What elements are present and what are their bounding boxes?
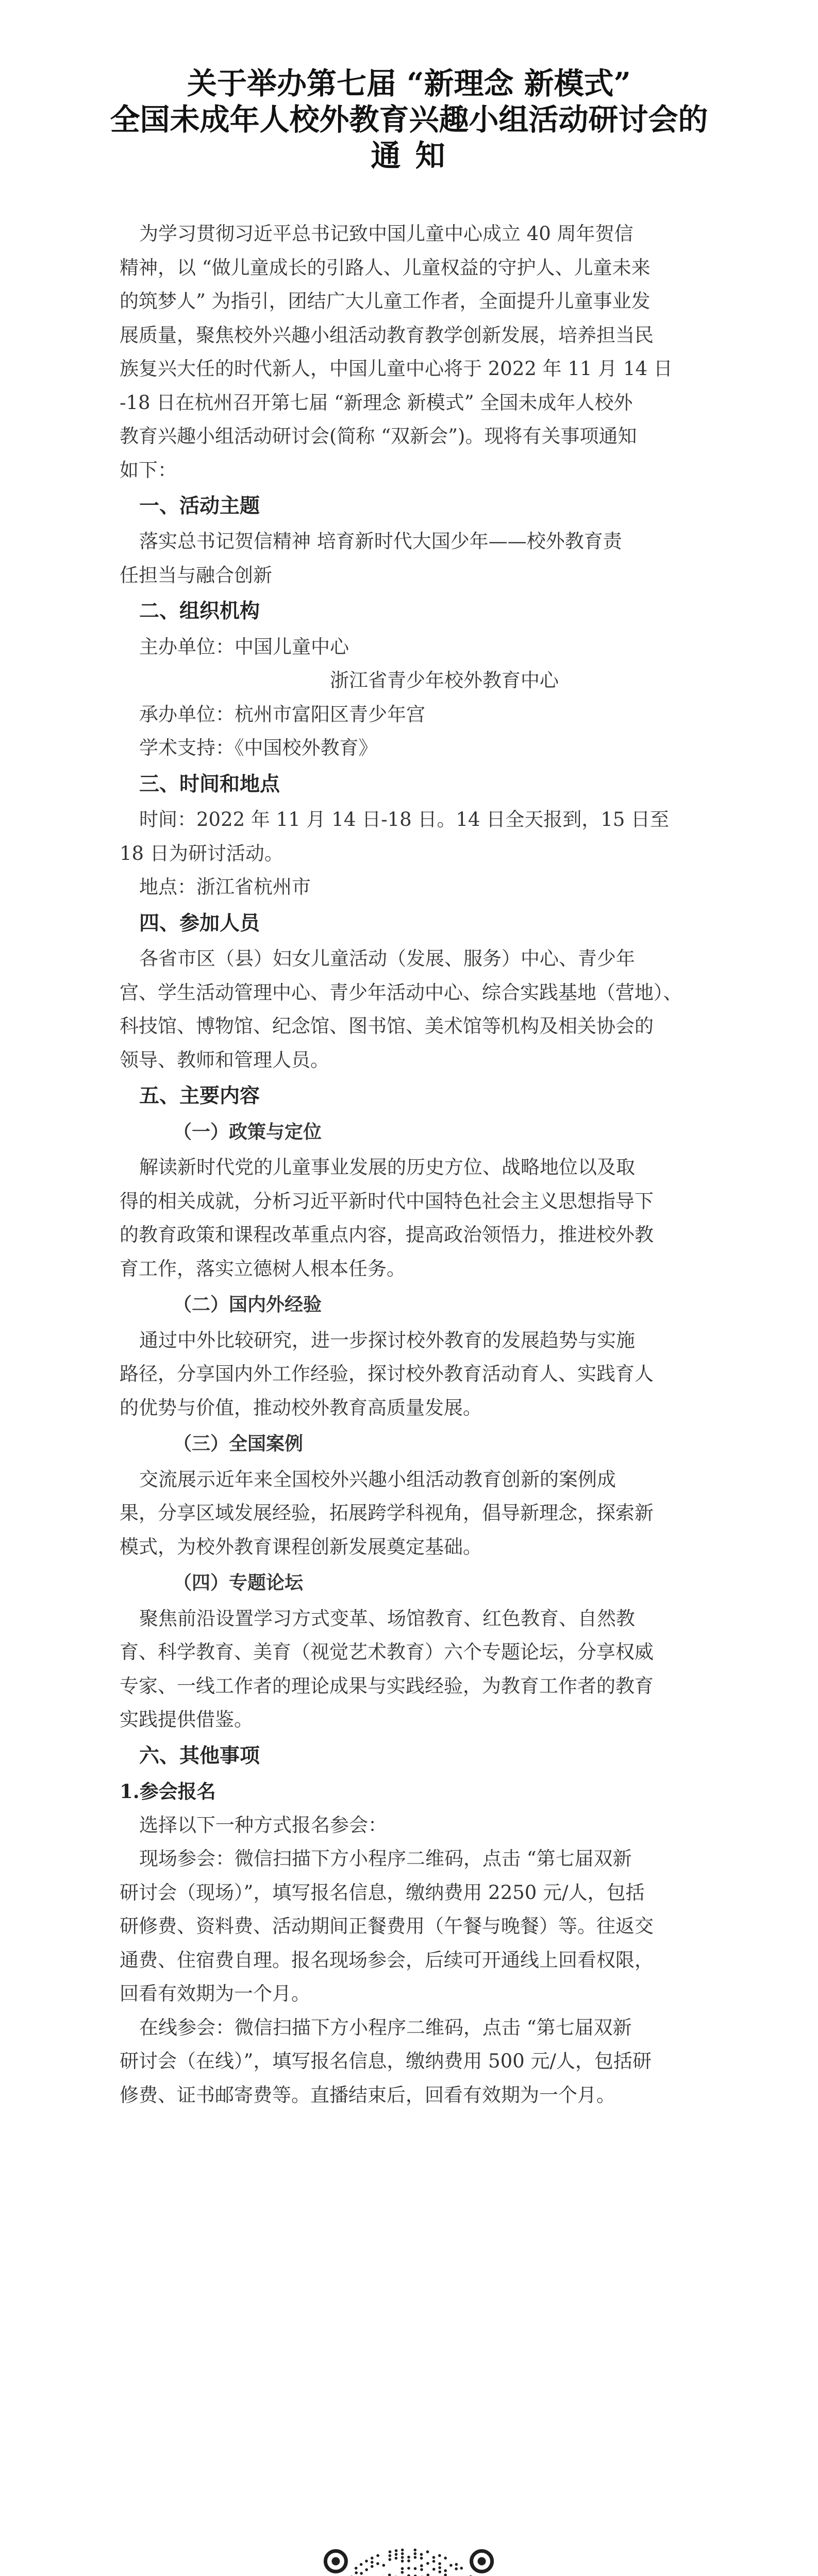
title-line-1: 关于举办第七届 “新理念 新模式” <box>187 66 631 101</box>
academic-line: 学术支持：《中国校外教育》 <box>139 737 378 759</box>
online-line: 修费、证书邮寄费等。直播结束后，回看有效期为一个月。 <box>120 2084 615 2106</box>
intro-line: 教育兴趣小组活动研讨会(简称 “双新会”)。现将有关事项通知 <box>120 425 637 447</box>
undertake-line: 承办单位：杭州市富阳区青少年宫 <box>139 703 425 725</box>
forum-line: 育、科学教育、美育（视觉艺术教育）六个专题论坛，分享权威 <box>120 1641 654 1663</box>
title-line-3: 通 知 <box>371 138 447 173</box>
subheading-forum: （四）专题论坛 <box>173 1572 304 1594</box>
participants-line: 领导、教师和管理人员。 <box>120 1049 329 1071</box>
forum-line: 聚焦前沿设置学习方式变革、场馆教育、红色教育、自然教 <box>139 1607 635 1630</box>
onsite-line: 研讨会（现场）”，填写报名信息，缴纳费用 2250 元/人，包括 <box>120 1882 645 1904</box>
cases-line: 交流展示近年来全国校外兴趣小组活动教育创新的案例成 <box>139 1468 616 1490</box>
subheading-policy: （一）政策与定位 <box>173 1121 322 1143</box>
experience-line: 的优势与价值，推动校外教育高质量发展。 <box>120 1397 482 1419</box>
place-line: 地点：浙江省杭州市 <box>139 876 311 898</box>
intro-line: 如下： <box>120 459 177 481</box>
registration-qr-code[interactable] <box>317 2543 500 2576</box>
section-heading-other: 六、其他事项 <box>139 1744 260 1768</box>
intro-line: 展质量，聚焦校外兴趣小组活动教育教学创新发展，培养担当民 <box>120 324 654 346</box>
participants-line: 各省市区（县）妇女儿童活动（发展、服务）中心、青少年 <box>139 947 635 970</box>
policy-line: 的教育政策和课程改革重点内容，提高政治领悟力，推进校外教 <box>120 1224 654 1246</box>
registration-intro: 选择以下一种方式报名参会： <box>139 1814 387 1836</box>
subheading-experience: （二）国内外经验 <box>173 1294 322 1315</box>
intro-line: 族复兴大任的时代新人，中国儿童中心将于 2022 年 11 月 14 日 <box>120 358 673 380</box>
section-heading-content: 五、主要内容 <box>139 1084 260 1108</box>
cases-line: 模式，为校外教育课程创新发展奠定基础。 <box>120 1536 482 1558</box>
host-line-2: 浙江省青少年校外教育中心 <box>330 669 559 691</box>
participants-line: 科技馆、博物馆、纪念馆、图书馆、美术馆等机构及相关协会的 <box>120 1015 654 1037</box>
online-line: 研讨会（在线）”，填写报名信息，缴纳费用 500 元/人，包括研 <box>120 2050 652 2072</box>
theme-line: 落实总书记贺信精神 培育新时代大国少年——校外教育责 <box>139 530 622 552</box>
forum-line: 专家、一线工作者的理论成果与实践经验，为教育工作者的教育 <box>120 1675 654 1697</box>
subheading-registration: 1.参会报名 <box>120 1780 216 1803</box>
experience-line: 路径，分享国内外工作经验，探讨校外教育活动育人、实践育人 <box>120 1363 654 1385</box>
section-heading-theme: 一、活动主题 <box>139 494 260 518</box>
section-heading-time-place: 三、时间和地点 <box>139 772 280 796</box>
subheading-cases: （三）全国案例 <box>173 1433 304 1454</box>
title-line-2: 全国未成年人校外教育兴趣小组活动研讨会的 <box>110 102 708 137</box>
time-line: 18 日为研讨活动。 <box>120 842 283 865</box>
section-heading-organization: 二、组织机构 <box>139 599 260 623</box>
intro-line: 精神，以 “做儿童成长的引路人、儿童权益的守护人、儿童未来 <box>120 257 650 279</box>
experience-line: 通过中外比较研究，进一步探讨校外教育的发展趋势与实施 <box>139 1329 635 1351</box>
cases-line: 果，分享区域发展经验，拓展跨学科视角，倡导新理念，探索新 <box>120 1502 654 1524</box>
section-heading-participants: 四、参加人员 <box>139 911 260 935</box>
mini-program-code-icon <box>317 2543 500 2576</box>
intro-line: 为学习贯彻习近平总书记致中国儿童中心成立 40 周年贺信 <box>139 223 633 245</box>
participants-line: 宫、学生活动管理中心、青少年活动中心、综合实践基地（营地）、 <box>120 981 682 1004</box>
time-line: 时间：2022 年 11 月 14 日-18 日。14 日全天报到，15 日至 <box>139 808 670 831</box>
onsite-line: 回看有效期为一个月。 <box>120 1982 310 2005</box>
onsite-line: 通费、住宿费自理。报名现场参会，后续可开通线上回看权限， <box>120 1949 654 1971</box>
policy-line: 得的相关成就，分析习近平新时代中国特色社会主义思想指导下 <box>120 1190 654 1212</box>
policy-line: 解读新时代党的儿童事业发展的历史方位、战略地位以及取 <box>139 1156 635 1178</box>
onsite-line: 现场参会：微信扫描下方小程序二维码，点击 “第七届双新 <box>139 1848 632 1870</box>
online-line: 在线参会：微信扫描下方小程序二维码，点击 “第七届双新 <box>139 2016 632 2039</box>
policy-line: 育工作，落实立德树人根本任务。 <box>120 1258 406 1280</box>
theme-line: 任担当与融合创新 <box>120 564 272 586</box>
intro-line: 的筑梦人” 为指引，团结广大儿童工作者，全面提升儿童事业发 <box>120 290 650 312</box>
intro-line: -18 日在杭州召开第七届 “新理念 新模式” 全国未成年人校外 <box>120 392 633 414</box>
onsite-line: 研修费、资料费、活动期间正餐费用（午餐与晚餐）等。往返交 <box>120 1915 654 1937</box>
forum-line: 实践提供借鉴。 <box>120 1708 253 1731</box>
host-line: 主办单位：中国儿童中心 <box>139 636 349 658</box>
